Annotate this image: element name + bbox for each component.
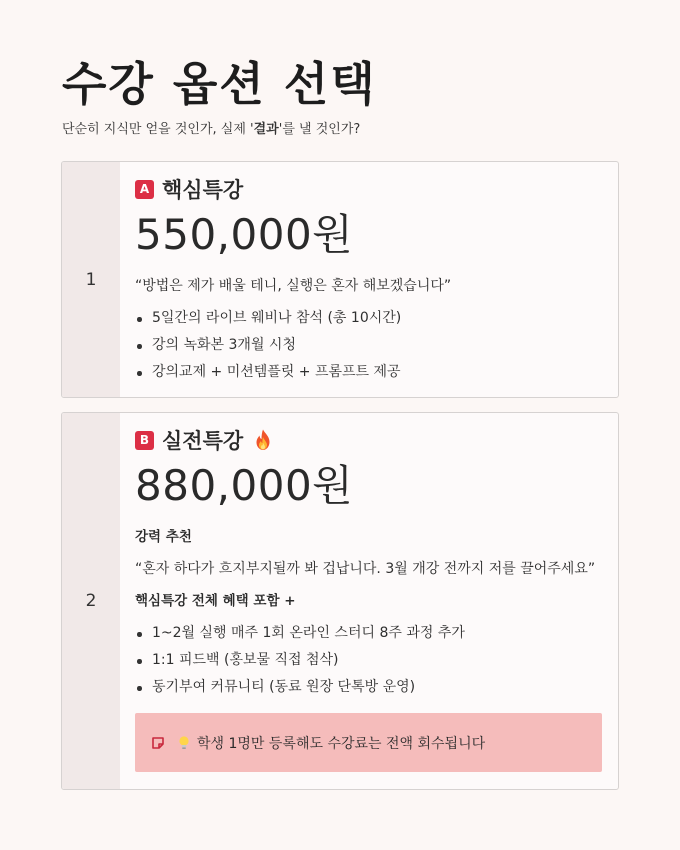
option-header bbox=[135, 176, 602, 202]
benefit-item: 강의 녹화본 3개월 시청 bbox=[135, 335, 602, 355]
note-icon bbox=[151, 736, 165, 750]
option-badge: A bbox=[135, 180, 154, 199]
recommend-label: 강력 추천 bbox=[135, 529, 192, 545]
benefit-item: 5일간의 라이브 웨비나 참석 (총 10시간) bbox=[135, 308, 602, 328]
callout-text: 학생 1명만 등록해도 수강료는 전액 회수됩니다 bbox=[197, 735, 486, 752]
subtitle-bold: 결과 bbox=[253, 122, 279, 137]
benefit-item: 1~2월 실행 매주 1회 온라인 스터디 8주 과정 추가 bbox=[135, 623, 602, 643]
option-name: 실전특강 bbox=[162, 429, 244, 453]
option-body bbox=[135, 427, 602, 697]
refund-callout bbox=[135, 713, 602, 772]
option-number: 2 bbox=[62, 413, 120, 789]
option-body bbox=[135, 176, 602, 382]
option-number: 1 bbox=[62, 162, 120, 397]
fire-icon bbox=[251, 428, 275, 452]
subtitle-after: '를 낼 것인가? bbox=[278, 122, 361, 137]
option-price: 550,000원 bbox=[135, 210, 354, 259]
subtitle-before: 단순히 지식만 얻을 것인가, 실제 ' bbox=[62, 122, 254, 137]
benefit-item: 강의교제 + 미션템플릿 + 프롬프트 제공 bbox=[135, 362, 602, 382]
option-quote: “혼자 하다가 흐지부지될까 봐 겁납니다. 3월 개강 전까지 저를 끌어주세요” bbox=[135, 561, 596, 577]
page-subtitle bbox=[62, 121, 360, 139]
lightbulb-icon bbox=[177, 735, 191, 751]
option-benefits-list bbox=[135, 623, 602, 697]
option-price: 880,000원 bbox=[135, 461, 354, 510]
option-header bbox=[135, 427, 602, 453]
benefit-item: 동기부여 커뮤니티 (동료 원장 단톡방 운영) bbox=[135, 677, 602, 697]
option-card-b[interactable] bbox=[61, 412, 619, 790]
option-card-a[interactable] bbox=[61, 161, 619, 398]
option-benefits-list bbox=[135, 308, 602, 382]
benefit-item: 1:1 피드백 (홍보물 직접 첨삭) bbox=[135, 650, 602, 670]
option-name: 핵심특강 bbox=[162, 178, 244, 202]
page-title: 수강 옵션 선택 bbox=[62, 57, 377, 111]
includes-label: 핵심특강 전체 혜택 포함 + bbox=[135, 593, 296, 609]
option-badge: B bbox=[135, 431, 154, 450]
option-quote: “방법은 제가 배울 테니, 실행은 혼자 해보겠습니다” bbox=[135, 278, 452, 294]
